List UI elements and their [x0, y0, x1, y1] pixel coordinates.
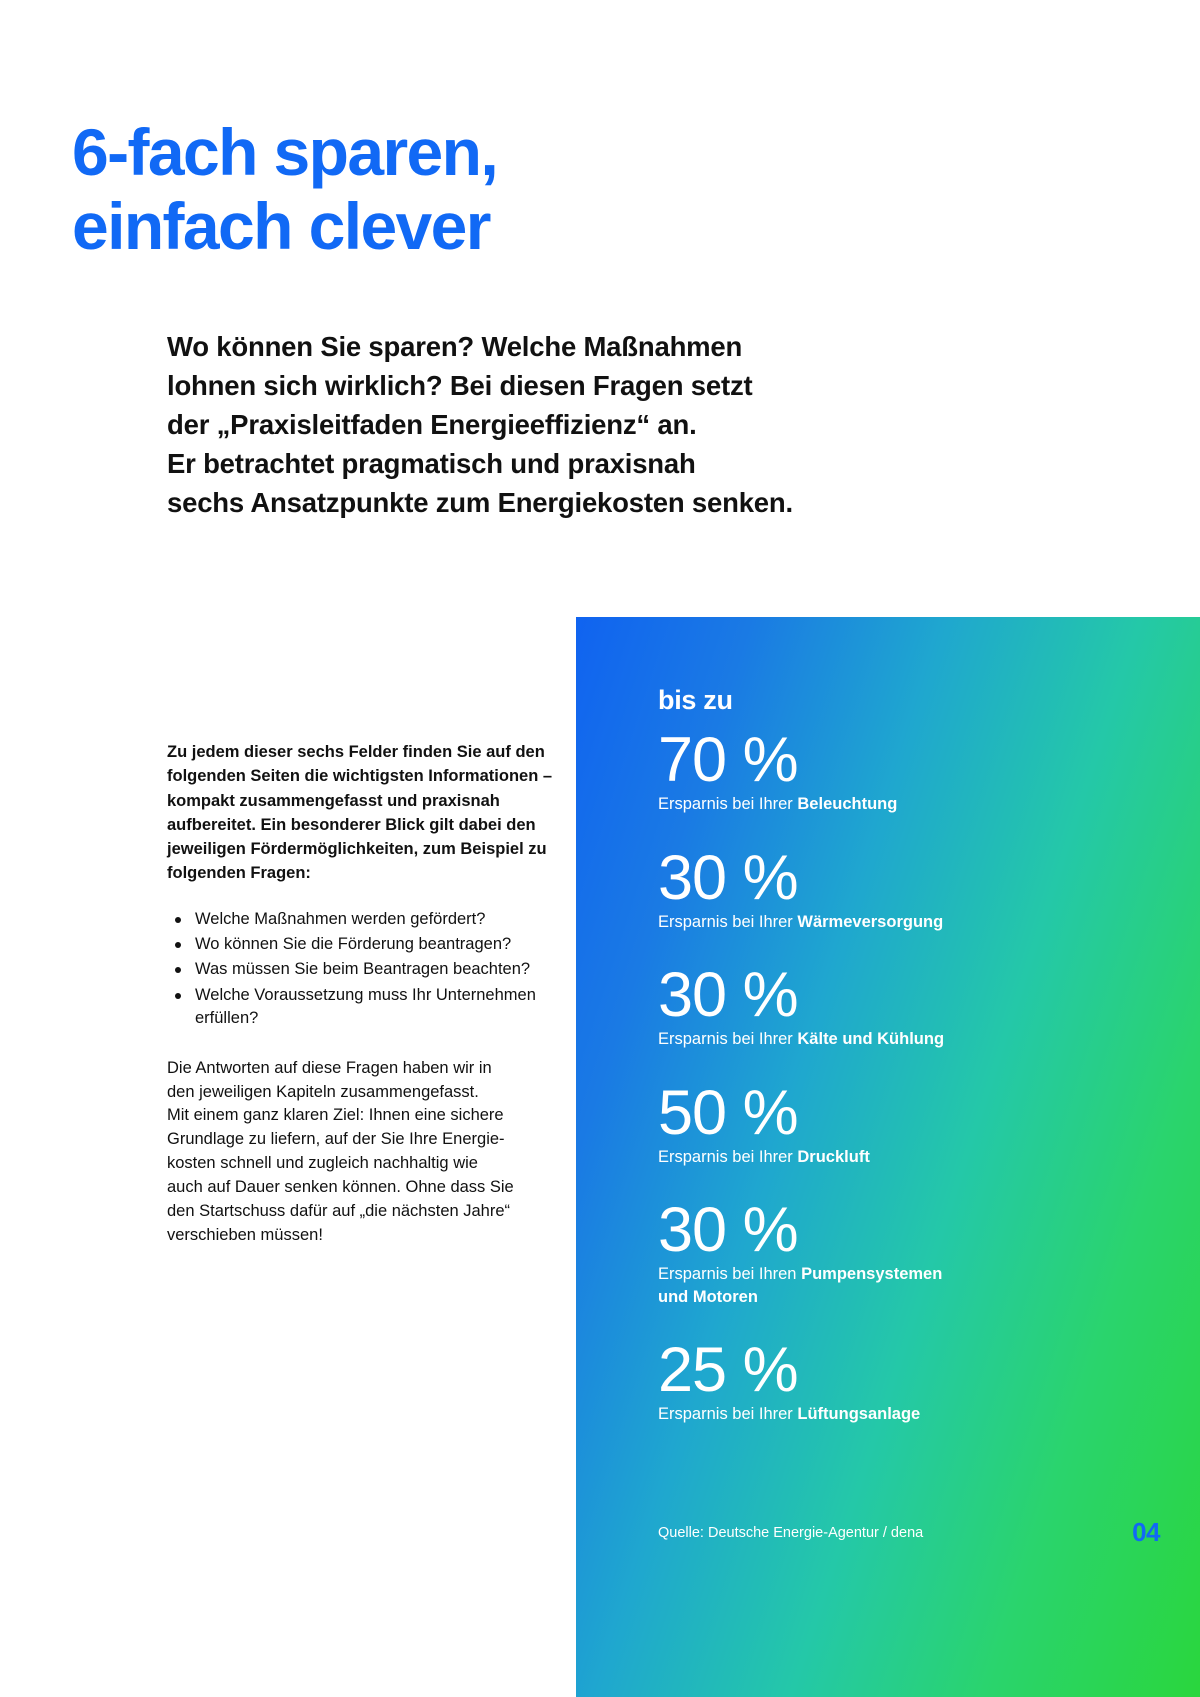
lead-line-5: sechs Ansatzpunkte zum Energiekosten senken.	[167, 487, 793, 519]
body-line-8: verschieben müssen!	[167, 1226, 323, 1245]
lead-line-2: lohnen sich wirklich? Bei diesen Fragen setzt	[167, 370, 753, 402]
left-text-column	[167, 740, 585, 1248]
list-item-label: Was müssen Sie beim Beantragen beachten?	[195, 960, 531, 979]
stat-label	[658, 1403, 1160, 1425]
stat-value: 25 %	[658, 1334, 798, 1405]
body-line-5: kosten schnell und zugleich nachhaltig wie	[167, 1154, 478, 1173]
list-item-label: Wo können Sie die Förderung beantragen?	[195, 934, 512, 953]
page-number: 04	[1132, 1517, 1160, 1547]
stat-label-bold: Druckluft	[797, 1147, 870, 1166]
stat-label	[658, 1263, 1160, 1308]
stat-lueftungsanlage	[658, 1334, 1160, 1426]
question-list	[167, 908, 585, 1031]
source-note: Quelle: Deutsche Energie-Agentur / dena	[658, 1525, 924, 1541]
page-title-line-1: 6-fach sparen,	[72, 115, 498, 190]
stat-waermeversorgung	[658, 842, 1160, 934]
list-item	[167, 984, 585, 1031]
list-item	[167, 908, 585, 931]
stat-label	[658, 911, 1160, 933]
body-line-2: den jeweiligen Kapiteln zusammengefasst.	[167, 1082, 479, 1101]
stat-label-prefix: Ersparnis bei Ihrer	[658, 795, 798, 814]
stat-label	[658, 1028, 1160, 1050]
body-line-6: auch auf Dauer senken können. Ohne dass Sie	[167, 1178, 514, 1197]
stat-beleuchtung	[658, 725, 1160, 816]
stat-label-second-line: und Motoren	[658, 1287, 758, 1306]
list-item	[167, 958, 585, 981]
body-line-7: den Startschuss dafür auf „die nächsten Jahre“	[167, 1202, 511, 1221]
list-item-label: Welche Maßnahmen werden gefördert?	[195, 909, 486, 928]
lead-line-4: Er betrachtet pragmatisch und praxisnah	[167, 448, 696, 480]
savings-panel-content	[658, 685, 1160, 1455]
bullet-icon	[175, 917, 181, 923]
stat-label	[658, 793, 1160, 815]
stat-value: 30 %	[658, 842, 798, 913]
stat-value: 30 %	[658, 960, 798, 1031]
bullet-icon	[175, 993, 181, 999]
stat-kaelte-kuehlung	[658, 960, 1160, 1051]
page-title-line-2: einfach clever	[72, 189, 490, 264]
stat-label-prefix: Ersparnis bei Ihrer	[658, 912, 798, 931]
stat-label-bold: Beleuchtung	[797, 795, 898, 814]
bullet-icon	[175, 967, 181, 973]
body-paragraph	[167, 1057, 585, 1248]
stat-label-bold: Lüftungsanlage	[797, 1405, 921, 1424]
page-title	[72, 116, 772, 264]
lead-paragraph	[167, 327, 1097, 522]
stat-label-bold: Wärmeversorgung	[797, 912, 944, 931]
stat-label-bold: Kälte und Kühlung	[797, 1030, 945, 1049]
stat-label	[658, 1146, 1160, 1168]
lead-line-3: der „Praxisleitfaden Energieeffizienz“ an.	[167, 409, 697, 441]
body-line-1: Die Antworten auf diese Fragen haben wir in	[167, 1058, 492, 1077]
panel-kicker: bis zu	[658, 685, 733, 715]
stat-pumpensysteme-motoren	[658, 1195, 1160, 1308]
bullet-icon	[175, 942, 181, 948]
stat-label-prefix: Ersparnis bei Ihrer	[658, 1147, 798, 1166]
stat-value: 30 %	[658, 1195, 798, 1266]
stat-value: 70 %	[658, 725, 798, 795]
stat-label-prefix: Ersparnis bei Ihrer	[658, 1030, 798, 1049]
stat-druckluft	[658, 1077, 1160, 1169]
lead-line-1: Wo können Sie sparen? Welche Maßnahmen	[167, 331, 743, 362]
stat-value: 50 %	[658, 1077, 798, 1148]
intro-bold-paragraph: Zu jedem dieser sechs Felder finden Sie auf den folgenden Seiten die wichtigsten Informationen – kompakt zusammengefasst und praxisnah aufbereitet. Ein besonderer Blick gilt dabei den jeweiligen Fördermöglichkeiten, zum Beispiel zu folgenden Fragen:	[167, 743, 553, 883]
body-line-4: Grundlage zu liefern, auf der Sie Ihre Energie-	[167, 1130, 505, 1149]
list-item	[167, 933, 585, 956]
stat-label-prefix: Ersparnis bei Ihren	[658, 1265, 802, 1284]
stat-label-bold: Pumpensystemen	[801, 1265, 943, 1284]
list-item-label: Welche Voraussetzung muss Ihr Unternehmen erfüllen?	[195, 985, 536, 1028]
body-line-3: Mit einem ganz klaren Ziel: Ihnen eine sichere	[167, 1106, 504, 1125]
stat-label-prefix: Ersparnis bei Ihrer	[658, 1405, 798, 1424]
